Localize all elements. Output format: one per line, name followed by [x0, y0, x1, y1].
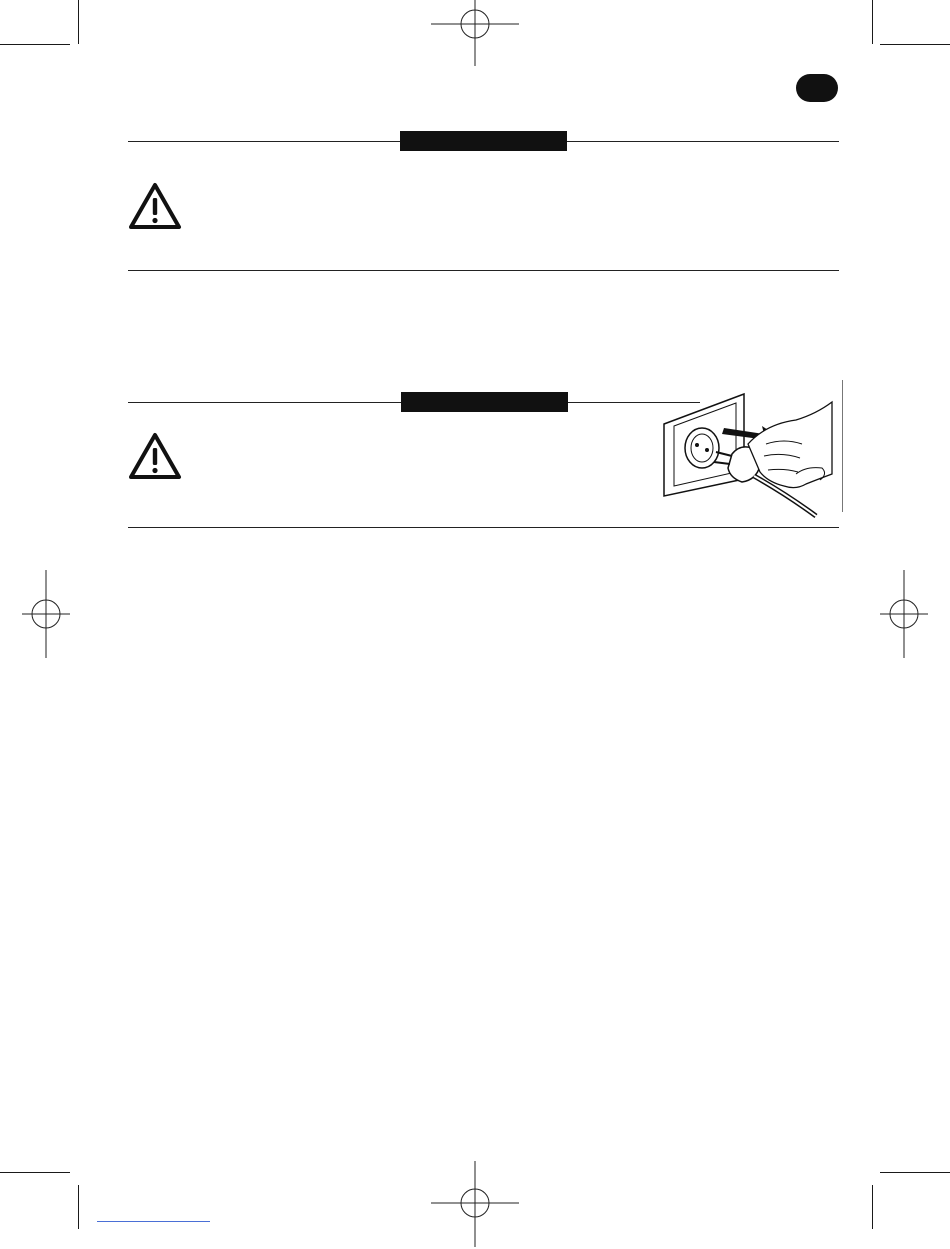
section-title-tab	[401, 392, 568, 412]
section-bottom-rule	[128, 527, 839, 528]
crop-mark	[78, 0, 79, 44]
unplug-socket-illustration	[656, 384, 842, 526]
registration-mark-top	[429, 0, 521, 70]
illustration-edge-line	[842, 380, 843, 512]
warning-triangle-icon	[128, 182, 182, 230]
crop-mark	[78, 1185, 79, 1229]
registration-mark-bottom	[429, 1157, 521, 1249]
crop-mark	[880, 1172, 950, 1173]
section-title-tab	[400, 131, 567, 151]
crop-mark	[872, 0, 873, 44]
registration-mark-right	[858, 568, 950, 660]
crop-mark	[880, 44, 950, 45]
warning-triangle-icon	[128, 432, 182, 480]
footer-link-underline	[97, 1221, 210, 1222]
language-badge	[796, 74, 838, 102]
crop-mark	[872, 1185, 873, 1229]
registration-mark-left	[0, 568, 92, 660]
section-bottom-rule	[128, 270, 839, 271]
crop-mark	[0, 1172, 70, 1173]
crop-mark	[0, 44, 70, 45]
